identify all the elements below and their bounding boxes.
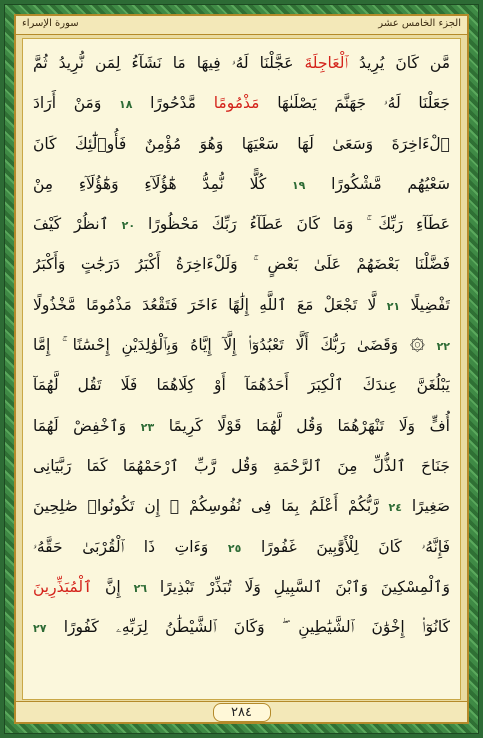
text-line <box>33 83 450 123</box>
highlighted-word: مَذْمُومًا <box>213 94 260 113</box>
surah-name: سورة الإسراء <box>22 18 79 29</box>
text-line <box>33 607 450 647</box>
text-line <box>33 285 450 325</box>
ayah-number: ١٩ <box>291 178 306 192</box>
verse-text: لَّا تَجْعَلْ مَعَ ٱللَّهِ إِلَٰهًا ءَاخَرَ فَتَقْعُدَ مَذْمُومًا مَّخْذُولًا <box>33 295 387 314</box>
ayah-number: ٢١ <box>386 299 401 313</box>
verse-text: تَفْضِيلًا <box>400 295 450 314</box>
text-line <box>33 204 450 244</box>
ayah-number: ٢٧ <box>33 622 47 636</box>
verse-text: وَمَنْ أَرَادَ <box>33 94 120 113</box>
ayah-number: ٢٢ <box>436 340 450 354</box>
text-lines <box>33 43 450 695</box>
text-line <box>33 244 450 284</box>
page-frame <box>14 14 469 724</box>
text-line <box>33 446 450 486</box>
text-line <box>33 527 450 567</box>
text-line <box>33 486 450 526</box>
verse-text: كُلًّا نُّمِدُّ هَٰٓؤُلَآءِ وَهَٰٓؤُلَآءِ مِنْ <box>33 174 292 193</box>
highlighted-word: ٱلْمُبَذِّرِينَ <box>33 577 93 596</box>
ayah-number: ٢٤ <box>388 501 402 515</box>
verse-text: وَٱلْمِسْكِينَ وَٱبْنَ ٱلسَّبِيلِ وَلَا تُبَذِّرْ تَبْذِيرًا <box>147 577 450 596</box>
text-line <box>33 325 450 365</box>
verse-text: وَءَاتِ ذَا ٱلْقُرْبَىٰ حَقَّهُۥ <box>33 537 228 556</box>
verse-text: صَغِيرًا <box>401 497 450 516</box>
verse-text: فَإِنَّهُۥ كَانَ لِلْأَوَّٰبِينَ غَفُورًا <box>241 537 450 556</box>
page-header <box>16 16 467 35</box>
verse-text: أُفٍّ وَلَا تَنْهَرْهُمَا وَقُل لَّهُمَا قَوْلًا كَرِيمًا <box>154 416 450 435</box>
verse-text: يَبْلُغَنَّ عِندَكَ ٱلْكِبَرَ أَحَدُهُمَآ أَوْ كِلَاهُمَا فَلَا تَقُل لَّهُمَآ <box>33 376 450 395</box>
verse-text: عَطَآءِ رَبِّكَ ۚ وَمَا كَانَ عَطَآءُ رَبِّكَ مَحْظُورًا <box>135 215 450 234</box>
verse-text: رَّبُّكُمْ أَعْلَمُ بِمَا فِى نُفُوسِكُمْ ۚ إِن تَكُونُوا۟ صَٰلِحِينَ <box>33 497 389 516</box>
quran-text-area <box>22 38 461 700</box>
text-line <box>33 567 450 607</box>
verse-text: وَٱخْفِضْ لَهُمَا <box>33 416 141 435</box>
ayah-number: ٢٠ <box>121 219 136 233</box>
verse-text: كَانُوٓا۟ إِخْوَٰنَ ٱلشَّيَٰطِينِ ۖ وَكَانَ ٱلشَّيْطَٰنُ لِرَبِّهِۦ كَفُورًا <box>46 618 450 637</box>
juz-name: الجزء الخامس عشر <box>378 18 461 29</box>
page-footer <box>16 701 467 722</box>
text-line <box>33 124 450 164</box>
text-line <box>33 406 450 446</box>
page-number: ٢٨٤ <box>213 703 271 722</box>
verse-text: مَّدْحُورًا <box>132 94 214 113</box>
ayah-number: ٢٥ <box>227 541 242 555</box>
verse-text: إِنَّ <box>92 577 134 596</box>
ayah-number: ٢٣ <box>140 420 155 434</box>
ayah-number: ١٨ <box>119 98 133 112</box>
verse-text: ۞ وَقَضَىٰ رَبُّكَ أَلَّا تَعْبُدُوٓا۟ إِلَّآ إِيَّاهُ وَبِٱلْوَٰلِدَيْنِ إِحْسَٰنًا ۚ إِمَّا <box>33 336 437 355</box>
verse-text: عَجَّلْنَا لَهُۥ فِيهَا مَا نَشَآءُ لِمَن نُّرِيدُ ثُمَّ <box>33 54 305 72</box>
verse-text: سَعْيُهُم مَّشْكُورًا <box>305 174 450 193</box>
verse-text: ٱلْءَاخِرَةَ وَسَعَىٰ لَهَا سَعْيَهَا وَهُوَ مُؤْمِنٌ فَأُو۟لَٰٓئِكَ كَانَ <box>33 134 450 153</box>
verse-text: جَنَاحَ ٱلذُّلِّ مِنَ ٱلرَّحْمَةِ وَقُل رَّبِّ ٱرْحَمْهُمَا كَمَا رَبَّيَانِى <box>33 456 450 475</box>
text-line <box>33 164 450 204</box>
text-line <box>33 43 450 83</box>
verse-text: مَّن كَانَ يُرِيدُ <box>348 54 450 72</box>
verse-text: فَضَّلْنَا بَعْضَهُمْ عَلَىٰ بَعْضٍ ۚ وَلَلْءَاخِرَةُ أَكْبَرُ دَرَجَٰتٍ وَأَكْبَرُ <box>33 255 450 274</box>
highlighted-word: ٱلْعَاجِلَةَ <box>304 54 348 72</box>
verse-text: جَعَلْنَا لَهُۥ جَهَنَّمَ يَصْلَىٰهَا <box>259 94 450 113</box>
text-line <box>33 365 450 405</box>
ayah-number: ٢٦ <box>133 581 148 595</box>
verse-text: ٱنظُرْ كَيْفَ <box>33 215 122 234</box>
